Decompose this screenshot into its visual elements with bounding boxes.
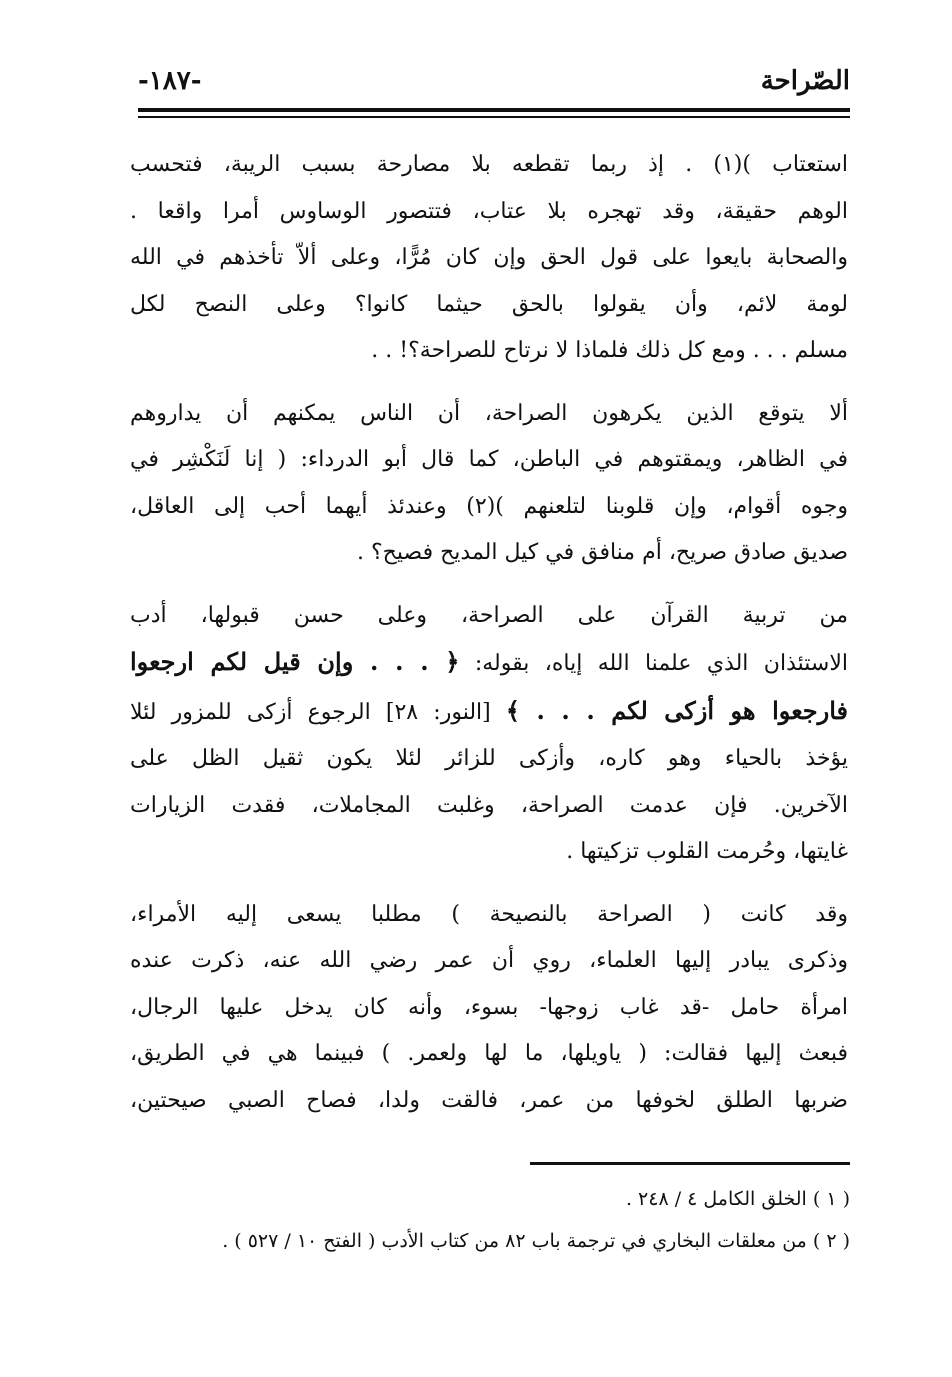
text-line: وذكرى يبادر إليها العلماء، روي أن عمر رضي الله عنه، ذكرت عنده	[130, 948, 848, 973]
paragraph-2	[130, 391, 848, 577]
text-line: مسلم . . . ومع كل ذلك فلماذا لا نرتاح للصراحة؟! . .	[371, 338, 848, 363]
text-line: في الظاهر، ويمقتوهم في الباطن، كما قال أبو الدرداء: ( إنا لَنَكْشِر في	[130, 447, 848, 472]
header-rule-thin	[138, 116, 850, 118]
page-header	[138, 62, 850, 106]
text-line: من تربية القرآن على الصراحة، وعلى حسن قبولها، أدب	[130, 602, 848, 628]
text-line: صديق صادق صريح، أم منافق في كيل المديح فصيح؟ .	[357, 540, 848, 565]
text-segment: [النور: ٢٨] الرجوع أزكى للمزور لئلا	[130, 699, 491, 725]
footnote-separator	[530, 1162, 850, 1165]
running-title: الصّراحة	[760, 66, 850, 96]
text-line: الآخرين. فإن عدمت الصراحة، وغلبت المجاملات، فقدت الزيارات	[130, 792, 848, 818]
text-line: استعتاب )(١) . إذ ربما تقطعه بلا مصارحة بسبب الريبة، فتحسب	[130, 152, 848, 177]
text-line: وجوه أقوام، وإن قلوبنا لتلعنهم )(٢) وعندئذ أيهما أحب إلى العاقل،	[130, 493, 848, 519]
page-number: -١٨٧-	[138, 66, 202, 96]
text-line: فبعث إليها فقالت: ( ياويلها، ما لها ولعمر. ) فبينما هي في الطريق،	[130, 1041, 848, 1066]
paragraph-3	[130, 593, 848, 876]
text-line: ضربها الطلق لخوفها من عمر، فالقت ولدا، فصاح الصبي صيحتين،	[130, 1087, 848, 1113]
text-line: يؤخذ بالحياء وهو كاره، وأزكى للزائر لئلا يكون ثقيل الظل على	[130, 746, 848, 771]
text-line-with-quran	[130, 639, 848, 688]
body-text	[130, 142, 848, 1140]
text-line: وقد كانت ( الصراحة بالنصيحة ) مطلبا يسعى إليه الأمراء،	[130, 901, 848, 927]
paragraph-4	[130, 892, 848, 1125]
text-line-with-quran	[130, 688, 848, 737]
paragraph-1	[130, 142, 848, 375]
text-line: لومة لائم، وأن يقولوا بالحق حيثما كانوا؟ وعلى النصح لكل	[130, 291, 848, 317]
header-rule-thick	[138, 108, 850, 112]
text-line: الوهم حقيقة، وقد تهجره بلا عتاب، فتتصور الوساوس أمرا واقعا .	[130, 198, 848, 224]
footnotes	[160, 1178, 850, 1262]
text-segment: الاستئذان الذي علمنا الله إياه، بقوله:	[474, 651, 848, 676]
footnote-2: ( ٢ ) من معلقات البخاري في ترجمة باب ٨٢ من كتاب الأدب ( الفتح ١٠ / ٥٢٧ ) .	[222, 1230, 850, 1252]
quran-verse-part-2: فارجعوا هو أزكى لكم . . . ﴾	[505, 695, 848, 725]
text-line: والصحابة بايعوا على قول الحق وإن كان مُرًّا، وعلى ألاّ تأخذهم في الله	[130, 245, 848, 270]
footnote-1: ( ١ ) الخلق الكامل ٤ / ٢٤٨ .	[625, 1188, 850, 1210]
text-line: ألا يتوقع الذين يكرهون الصراحة، أن الناس يمكنهم أن يداروهم	[130, 400, 848, 426]
quran-verse-part-1: ﴿ . . . وإن قيل لكم ارجعوا	[130, 647, 460, 676]
text-line: امرأة حامل -قد غاب زوجها- بسوء، وأنه كان يدخل عليها الرجال،	[130, 994, 848, 1020]
text-line: غايتها، وحُرمت القلوب تزكيتها .	[566, 839, 848, 864]
